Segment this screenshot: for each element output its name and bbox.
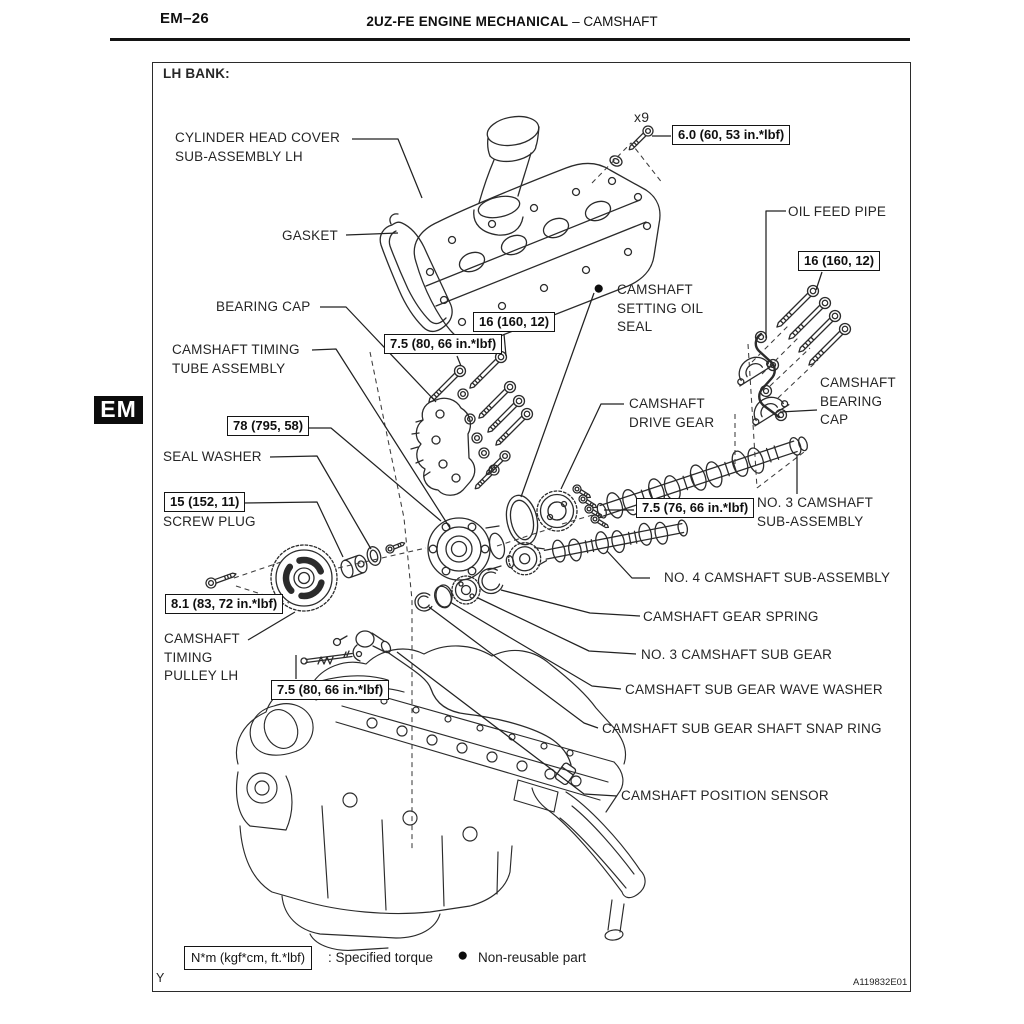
label-timing-tube [172, 341, 300, 378]
label-line: SUB-ASSEMBLY [757, 513, 864, 529]
oil-feed-pipe-sketch [756, 332, 787, 421]
label-camshaft-bearing-cap [820, 374, 896, 430]
torque-spec-box: 15 (152, 11) [164, 492, 245, 512]
timing-tube-hub-sketch [428, 518, 507, 580]
label-position-sensor: CAMSHAFT POSITION SENSOR [621, 788, 829, 803]
label-line: SUB-ASSEMBLY LH [175, 148, 303, 164]
label-line: CAMSHAFT [617, 282, 693, 297]
drive-gear-sketch [537, 491, 577, 531]
label-line: TUBE ASSEMBLY [172, 360, 286, 376]
legend-bullet-icon: ● [457, 945, 469, 966]
label-line: NO. 3 CAMSHAFT [757, 495, 874, 510]
label-wave-washer: CAMSHAFT SUB GEAR WAVE WASHER [625, 682, 883, 697]
screw-plug-sketch [339, 554, 369, 580]
non-reusable-bullet-icon: ● [593, 278, 605, 299]
header-section-title: 2UZ-FE ENGINE MECHANICAL [366, 14, 569, 29]
label-line: SETTING OIL [617, 300, 704, 316]
torque-spec-box: 7.5 (80, 66 in.*lbf) [384, 334, 502, 354]
label-oil-feed-pipe: OIL FEED PIPE [788, 204, 887, 219]
oil-filler-neck-sketch [474, 113, 541, 235]
torque-spec-box: 8.1 (83, 72 in.*lbf) [165, 594, 283, 614]
bolt-count-label: x9 [634, 109, 650, 125]
section-tab-em: EM [94, 396, 143, 424]
label-line: CYLINDER HEAD COVER [175, 130, 341, 145]
seal-washer-sketch [365, 545, 383, 567]
label-line: BEARING [820, 393, 883, 409]
label-bearing-cap: BEARING CAP [216, 299, 311, 314]
label-gear-spring: CAMSHAFT GEAR SPRING [643, 609, 819, 624]
projection-lines [234, 143, 818, 850]
label-snap-ring: CAMSHAFT SUB GEAR SHAFT SNAP RING [602, 721, 882, 736]
figure-id-code: A119832E01 [853, 977, 908, 988]
bank-label: LH BANK: [163, 66, 230, 81]
label-gasket: GASKET [282, 228, 338, 243]
gasket-sketch [380, 214, 452, 332]
label-timing-pulley [164, 630, 240, 686]
label-line: CAMSHAFT [164, 631, 240, 646]
label-cylinder-head-cover [175, 129, 340, 166]
hub-bolt-sketch [385, 539, 406, 554]
head-bolts-cluster-sketch [425, 349, 535, 492]
label-no3-sub-gear: NO. 3 CAMSHAFT SUB GEAR [641, 647, 833, 662]
gear-spring-sketch [478, 568, 502, 593]
label-line: CAP [820, 412, 849, 427]
footer-revision-mark: Y [156, 971, 165, 985]
label-line: DRIVE GEAR [629, 414, 715, 430]
label-drive-gear [629, 395, 714, 432]
setting-oil-seal-sketch [502, 492, 542, 547]
torque-spec-box: 16 (160, 12) [473, 312, 555, 332]
torque-spec-box: 78 (795, 58) [227, 416, 309, 436]
label-seal-washer: SEAL WASHER [163, 449, 262, 464]
snap-ring-sketch [415, 593, 432, 611]
wave-washer-sketch [432, 584, 454, 610]
label-line: TIMING [164, 649, 213, 665]
sub-gear-sketch [452, 576, 480, 604]
label-setting-oil-seal [617, 281, 703, 337]
label-no4-camshaft: NO. 4 CAMSHAFT SUB-ASSEMBLY [664, 570, 891, 585]
torque-spec-box: 7.5 (76, 66 in.*lbf) [636, 498, 754, 518]
torque-spec-box: 7.5 (80, 66 in.*lbf) [271, 680, 389, 700]
oil-pipe-bolts-sketch [773, 283, 853, 369]
header-subsection: CAMSHAFT [583, 14, 658, 29]
pulley-bolt-sketch [205, 569, 238, 589]
label-line: PULLEY LH [164, 668, 239, 683]
page-code: EM–26 [160, 10, 210, 27]
no4-camshaft-sketch [503, 511, 690, 578]
label-line: CAMSHAFT TIMING [172, 342, 300, 357]
label-line: CAMSHAFT [629, 396, 705, 411]
label-no3-camshaft [757, 494, 873, 531]
label-screw-plug: SCREW PLUG [163, 514, 256, 529]
camshaft-bearing-caps-sketch [730, 349, 788, 425]
torque-spec-box: 6.0 (60, 53 in.*lbf) [672, 125, 790, 145]
torque-spec-box: 16 (160, 12) [798, 251, 880, 271]
label-line: CAMSHAFT [820, 375, 896, 390]
header-separator: – [572, 14, 580, 29]
legend-nonreusable-label: Non-reusable part [478, 950, 587, 965]
legend-unit-box: N*m (kgf*cm, ft.*lbf) [184, 946, 312, 970]
x9-bolt-sketch [608, 124, 655, 168]
legend-torque-label: : Specified torque [328, 950, 434, 965]
label-line: SEAL [617, 319, 653, 334]
